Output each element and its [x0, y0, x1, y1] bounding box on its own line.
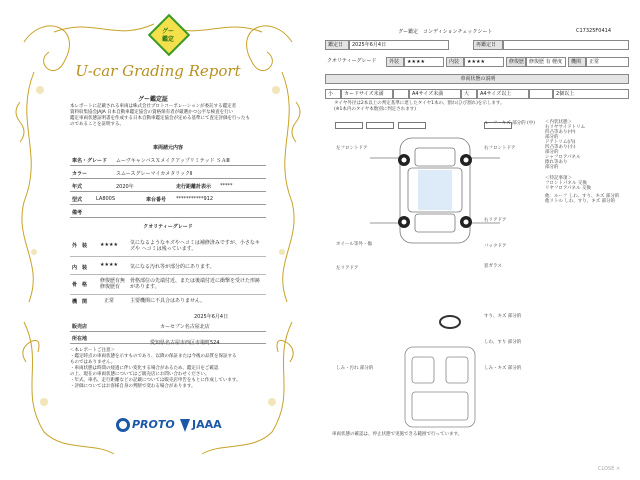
detail-value: ムーヴキャンバスＸメイクアップリミテッド ＳＡⅢ [116, 158, 230, 164]
special-title: ＜特記事項＞ [545, 176, 572, 181]
part-wheel: ホイール等外・傷 [336, 242, 372, 247]
detail-value: LA800S [96, 196, 116, 202]
inside-item: 凹凸等あり(中) [545, 130, 576, 135]
part-left-rear: 左リアドア [336, 266, 359, 271]
legend-mid [393, 89, 409, 99]
reinspect-label: 再鑑定日 [473, 40, 503, 50]
damage-box [335, 122, 363, 129]
part-window: 窓ガラス [484, 264, 502, 269]
intro-line: 鑑定車両状態証明書を作成する日本自動車鑑定協会が定める基準にて査定評価を行ったも [70, 116, 250, 121]
cert-notes [70, 348, 266, 390]
sheet-code: C17325F0414 [576, 28, 611, 34]
legend-big: 2個以上 [553, 89, 629, 99]
divider [70, 294, 266, 295]
intro-line: 資料収集協会JAJA 日本自動車鑑定協会の資格保有者が厳選かつ公平な検査を行い [70, 110, 234, 115]
address-row [70, 332, 266, 344]
shop-name: カーセブン名古屋北店 [160, 324, 210, 330]
quality-desc: 骨格部位の先端付近、または後端付近に衝撃を受けた形跡があります。 [130, 278, 261, 290]
legend-a4-large: A4サイズ以上 [477, 89, 529, 99]
cert-intro [70, 104, 266, 128]
detail-row-remarks [70, 206, 266, 218]
proto-logo-icon [116, 418, 130, 432]
detail-label: カラー [72, 171, 88, 177]
interior-point: しわ、すり 部分的 [484, 340, 522, 345]
inside-item: 部分的 [545, 135, 559, 140]
shop-label: 販売店 [72, 324, 88, 330]
legend-small: 小 [325, 89, 341, 99]
special-item: 他リトル しわ、すり、キズ 部分的 [545, 199, 616, 204]
cert-title: グー鑑定証 [138, 96, 169, 103]
note-line: の上、現在の車両状態についてはご販売店にお問い合わせください。 [70, 372, 210, 377]
note-line: ・鑑定時点の車両状態を示すものであり、以降の保証または今後の品質を保証する [70, 354, 237, 359]
divider [70, 256, 266, 257]
close-button[interactable]: CLOSE × [598, 466, 621, 472]
part-roof: ルーフ・キズ 部分的 (中) [484, 121, 536, 126]
grading-certificate [4, 2, 312, 464]
int-stars: ★★★★ [464, 57, 504, 67]
special-item: 他：ルーフ しわ、すり、キズ 部分的 [545, 194, 620, 199]
intro-line: 本レポートに記載される車両は株式会社プロトコーポレーションが委託する鑑定者 [70, 104, 237, 109]
quality-stars: 修復歴有無 [100, 278, 126, 284]
quality-stars: ★★★★ [100, 242, 118, 248]
inside-title: ＜内装状態＞ [545, 120, 572, 125]
quality-title: クオリティーグレード [143, 224, 193, 230]
details-title: 車両諸元内容 [152, 145, 183, 151]
inside-item: 部分的 [545, 165, 559, 170]
appraisal-date: 2025年6月4日 [349, 40, 449, 50]
quality-stars: ★★★★ [100, 262, 118, 268]
detail-row-model [70, 193, 266, 205]
repair-value: 修復歴 有 軽度 [526, 57, 566, 67]
damage-box [366, 122, 394, 129]
legend-repeat [529, 89, 553, 99]
shop-row [70, 320, 266, 332]
special-item: フロントパネル 交換 [545, 181, 587, 186]
interior-point: すり、キズ 部分的 [484, 314, 522, 319]
inside-item: シャフロアパネル [545, 155, 581, 160]
legend-note-1: タイヤ外径は2本以上の判定基準に達したタイヤ1本の、割れ(ひび割れ)を示します。 [334, 101, 505, 106]
quality-stars-2: 修復歴有 [100, 284, 121, 290]
sheet-title: グー鑑定 コンディションチェックシート [398, 29, 493, 35]
car-interior-diagram [390, 312, 490, 432]
note-line: ものではありません。 [70, 360, 116, 365]
address-label: 所在地 [72, 336, 88, 342]
inside-item: 凹凸等あり(小) [545, 145, 576, 150]
engine-label: 機関 [568, 57, 586, 67]
jaaa-logo-icon [178, 417, 192, 433]
interior-point: しみ・汚れ 部分的 [336, 366, 374, 371]
repair-label: 修復歴 [506, 57, 526, 67]
date-label: 鑑定日 [325, 40, 349, 50]
detail-row-year [70, 180, 266, 192]
quality-label: 骨 格 [72, 282, 88, 288]
detail-label-2: 走行距離計表示 [176, 184, 212, 190]
part-back-door: バックドア [484, 244, 507, 249]
detail-row-color [70, 167, 266, 179]
quality-label: 内 装 [72, 265, 88, 271]
legend-large: 大 [461, 89, 477, 99]
int-label: 内装 [446, 57, 464, 67]
jaaa-logo: JAAA [192, 418, 222, 431]
quality-desc: 気になる汚れ等が部分的にあります。 [130, 264, 215, 270]
inside-item: 部分的 [545, 150, 559, 155]
reinspect-value [503, 40, 629, 50]
detail-row-name [70, 154, 266, 166]
quality-desc: 主要機関に不具合はありません。 [130, 298, 206, 304]
inside-item: ドアトリム(内) [545, 140, 576, 145]
detail-value: 2020年 [116, 184, 134, 190]
address: 愛知県名古屋市西区市場町524 [150, 340, 220, 346]
badge-line2: 鑑定 [161, 36, 174, 43]
interior-point: しみ・キズ 部分的 [484, 366, 522, 371]
footer-note: 車両状態の確認は、停止状態で実施できる範囲で行っています。 [332, 432, 463, 437]
note-line: ・車両状態は時間の経過に伴い変化する場合があるため、鑑定日をご確認 [70, 366, 219, 371]
detail-label: 型式 [72, 197, 83, 203]
interior-conditions [545, 120, 629, 204]
part-right-front: 右フロントドア [484, 146, 516, 151]
detail-value-2: ***********912 [176, 196, 214, 202]
detail-label: 備考 [72, 210, 83, 216]
inside-item: 擦れ等あり [545, 160, 568, 165]
quality-desc: 気になるようなキズやヘコミは補修済みですが、小さなキズや ヘコミは残っています。 [130, 240, 260, 252]
legend-a4-small: A4サイズ未満 [409, 89, 461, 99]
detail-label: 年式 [72, 184, 83, 190]
part-right-rear: 右リアドア [484, 218, 507, 223]
notes-title: ＜本レポートご注意＞ [70, 348, 115, 353]
detail-label: 車名・グレード [72, 158, 108, 164]
logo-text: U-car Grading Report [75, 62, 241, 80]
steering-wheel-icon [440, 316, 460, 328]
legend-note-2: (※1本内のタイヤ本数別に判定されます) [334, 107, 417, 112]
cert-date: 2025年6月4日 [194, 314, 229, 320]
quality-label: 機 関 [72, 299, 88, 305]
detail-value: スムースグレーマイカメタリックⅡ [116, 171, 193, 177]
legend-card-small: カードサイズ未満 [341, 89, 393, 99]
ext-label: 外装 [386, 57, 404, 67]
quality-label: 外 装 [72, 243, 88, 249]
proto-logo: PROTO [132, 418, 175, 431]
divider [70, 274, 266, 275]
legend-title: 車両状態の説明 [325, 74, 629, 84]
damage-box [398, 122, 426, 129]
engine-value: 正常 [586, 57, 629, 67]
ext-stars: ★★★★ [404, 57, 444, 67]
inside-item: 右リヤサイドトリム [545, 125, 586, 130]
quality-table [70, 234, 266, 314]
note-line: ・評価についてはお客様自身の判断で変わる場合があります。 [70, 384, 196, 389]
detail-value-2: ***** [220, 183, 233, 189]
part-left-front: 左フロントドア [336, 146, 368, 151]
intro-line: のであることを証明する。 [70, 122, 124, 127]
special-item: リヤフロアパネル 交換 [545, 186, 591, 191]
badge-line1: グー [161, 28, 174, 35]
quality-stars: 正常 [104, 298, 115, 304]
quality-grade-label: クオリティーグレード [327, 58, 377, 64]
detail-label-2: 車台番号 [146, 197, 167, 203]
note-line: ・年式、車名、走行距離などの記載については販売店申告をもとに作成しています。 [70, 378, 241, 383]
